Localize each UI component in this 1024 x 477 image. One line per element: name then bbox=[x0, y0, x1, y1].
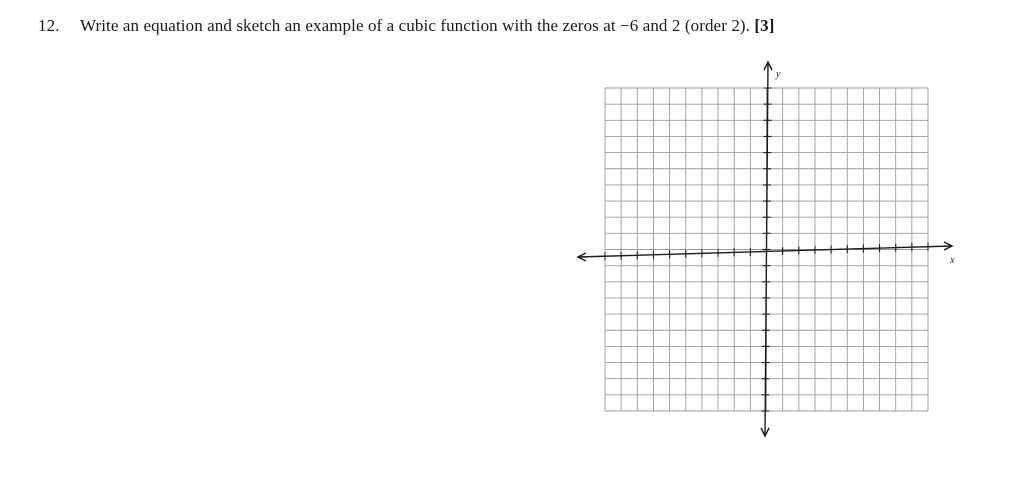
question-number: 12. bbox=[38, 16, 60, 35]
question-text: Write an equation and sketch an example of a cubic function with the zeros at −6 and 2 (order 2). bbox=[80, 16, 755, 35]
x-axis-label: x bbox=[950, 255, 955, 266]
question-marks: [3] bbox=[754, 16, 775, 35]
y-axis-label: y bbox=[776, 69, 781, 80]
